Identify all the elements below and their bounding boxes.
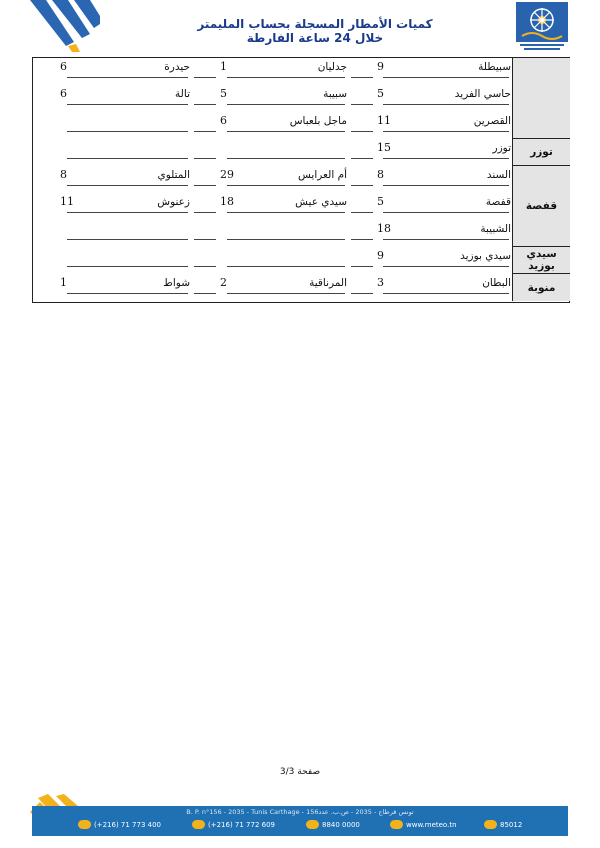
cell-underline (67, 131, 188, 132)
value-underline (351, 239, 373, 240)
rainfall-value: 15 (377, 141, 391, 154)
cell-underline (383, 266, 509, 267)
governorate-cell: سيدي بوزيد (512, 247, 570, 274)
cell-underline (383, 131, 509, 132)
station-name: المرناقية (309, 277, 347, 289)
station-name: جدليان (317, 61, 347, 73)
governorate-cell: قفصة (512, 166, 570, 247)
rainfall-value: 8 (60, 168, 67, 181)
rainfall-table (32, 57, 570, 303)
rainfall-value: 6 (60, 60, 67, 73)
cell-underline (227, 131, 345, 132)
station-name: ماجل بلعباس (289, 115, 347, 127)
value-underline (194, 266, 216, 267)
corner-stripes-graphic (28, 0, 100, 52)
cell-underline (383, 212, 509, 213)
station-name: سيدي عيش (295, 196, 347, 208)
value-underline (351, 266, 373, 267)
value-underline (194, 77, 216, 78)
rainfall-value: 11 (60, 195, 74, 208)
cell-underline (383, 158, 509, 159)
station-name: أم العرايس (298, 169, 347, 181)
station-name: حاسي الفريد (454, 88, 511, 100)
cell-underline (67, 266, 188, 267)
value-underline (194, 293, 216, 294)
station-name: السند (486, 169, 511, 181)
value-underline (351, 77, 373, 78)
station-name: تالة (175, 88, 190, 100)
station-name: المتلوي (157, 169, 190, 181)
value-underline (351, 293, 373, 294)
rainfall-value: 29 (220, 168, 234, 181)
value-underline (194, 158, 216, 159)
footer-phone1: (+216) 71 773 400 (78, 820, 161, 829)
cell-underline (227, 266, 345, 267)
station-name: الشبيبة (480, 223, 511, 235)
value-underline (351, 158, 373, 159)
footer-address: B. P. n°156 - 2035 - Tunis Carthage - تونس قرطاج - 2035 - ص.ب. عدد156 (186, 808, 414, 816)
rainfall-value: 18 (377, 222, 391, 235)
cell-underline (227, 185, 345, 186)
station-name: توزر (492, 142, 511, 154)
governorate-cell: منوبة (512, 274, 570, 301)
rainfall-value: 1 (60, 276, 67, 289)
web-icon (390, 820, 403, 829)
station-name: سيدي بوزيد (460, 250, 511, 262)
cell-underline (383, 185, 509, 186)
document-subtitle: خلال 24 ساعة الفارطة (246, 31, 384, 45)
station-name: شواط (163, 277, 190, 289)
rainfall-value: 6 (60, 87, 67, 100)
footer-green-number: 8840 0000 (306, 820, 360, 829)
cell-underline (67, 158, 188, 159)
rainfall-value: 9 (377, 60, 384, 73)
cell-underline (383, 77, 509, 78)
green-number-icon (306, 820, 319, 829)
rainfall-value: 5 (377, 195, 384, 208)
value-underline (351, 212, 373, 213)
institute-logo (516, 2, 568, 54)
footer-website: www.meteo.tn (390, 820, 457, 829)
value-underline (194, 239, 216, 240)
station-name: زعنوش (157, 196, 190, 208)
cell-underline (67, 293, 188, 294)
rainfall-value: 5 (220, 87, 227, 100)
rainfall-value: 5 (377, 87, 384, 100)
footer-code: 85012 (484, 820, 522, 829)
value-underline (194, 212, 216, 213)
rainfall-value: 1 (220, 60, 227, 73)
cell-underline (227, 212, 345, 213)
value-underline (194, 131, 216, 132)
governorate-cell (512, 58, 570, 139)
cell-underline (227, 293, 345, 294)
cell-underline (227, 158, 345, 159)
value-underline (194, 104, 216, 105)
governorate-cell: توزر (512, 139, 570, 166)
rainfall-value: 18 (220, 195, 234, 208)
sms-icon (484, 820, 497, 829)
value-underline (194, 185, 216, 186)
rainfall-value: 11 (377, 114, 391, 127)
value-underline (351, 131, 373, 132)
rainfall-value: 2 (220, 276, 227, 289)
cell-underline (67, 239, 188, 240)
rainfall-value: 6 (220, 114, 227, 127)
cell-underline (67, 77, 188, 78)
value-underline (351, 104, 373, 105)
rainfall-value: 9 (377, 249, 384, 262)
cell-underline (227, 239, 345, 240)
cell-underline (227, 104, 345, 105)
cell-underline (67, 185, 188, 186)
cell-underline (383, 104, 509, 105)
footer-phone2: (+216) 71 772 609 (192, 820, 275, 829)
cell-underline (67, 212, 188, 213)
station-name: سبيطلة (478, 61, 511, 73)
rainfall-value: 3 (377, 276, 384, 289)
phone-icon (78, 820, 91, 829)
station-name: حيدرة (164, 61, 190, 73)
value-underline (351, 185, 373, 186)
station-name: القصرين (473, 115, 511, 127)
cell-underline (67, 104, 188, 105)
page-number: صفحة 3/3 (279, 767, 321, 777)
cell-underline (227, 77, 345, 78)
cell-underline (383, 239, 509, 240)
station-name: البطان (482, 277, 511, 289)
cell-underline (383, 293, 509, 294)
document-title: كميات الأمطار المسجلة بحساب المليمتر (197, 17, 433, 31)
rainfall-value: 8 (377, 168, 384, 181)
station-name: قفصة (485, 196, 511, 208)
station-name: سبيبة (323, 88, 347, 100)
fax-icon (192, 820, 205, 829)
